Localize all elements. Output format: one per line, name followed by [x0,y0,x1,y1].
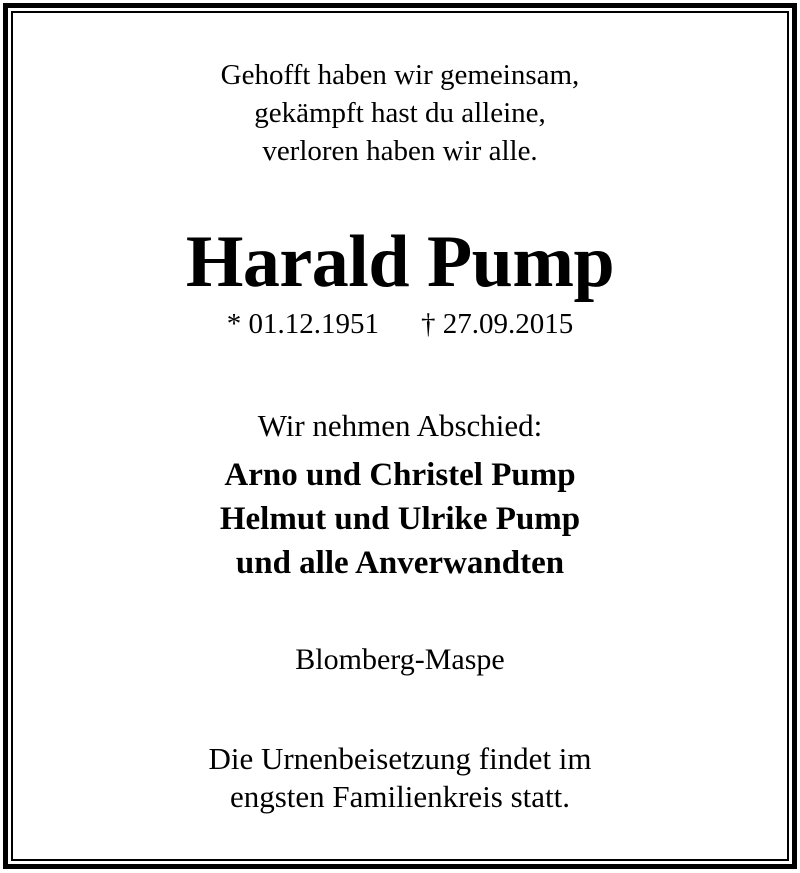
notice-line-1: Die Urnenbeisetzung findet im [208,741,592,776]
death-date: † 27.09.2015 [421,308,574,340]
burial-notice [0,740,800,816]
motto-line-3: verloren haben wir alle. [262,135,538,167]
mourner-line-1: Arno und Christel Pump [224,457,576,493]
mourner-line-3: und alle Anverwandten [235,545,565,581]
farewell-heading: Wir nehmen Abschied: [257,408,543,443]
mourners-list [0,453,800,585]
motto-verse [0,56,800,170]
motto-line-1: Gehofft haben wir gemeinsam, [220,59,580,91]
life-dates [0,304,800,344]
place-name: Blomberg-Maspe [295,643,505,676]
mourner-line-2: Helmut und Ulrike Pump [219,501,581,537]
birth-date: * 01.12.1951 [226,308,379,340]
motto-line-2: gekämpft hast du alleine, [254,97,546,129]
notice-line-2: engsten Familienkreis statt. [229,779,571,814]
deceased-name: Harald Pump [185,221,615,303]
